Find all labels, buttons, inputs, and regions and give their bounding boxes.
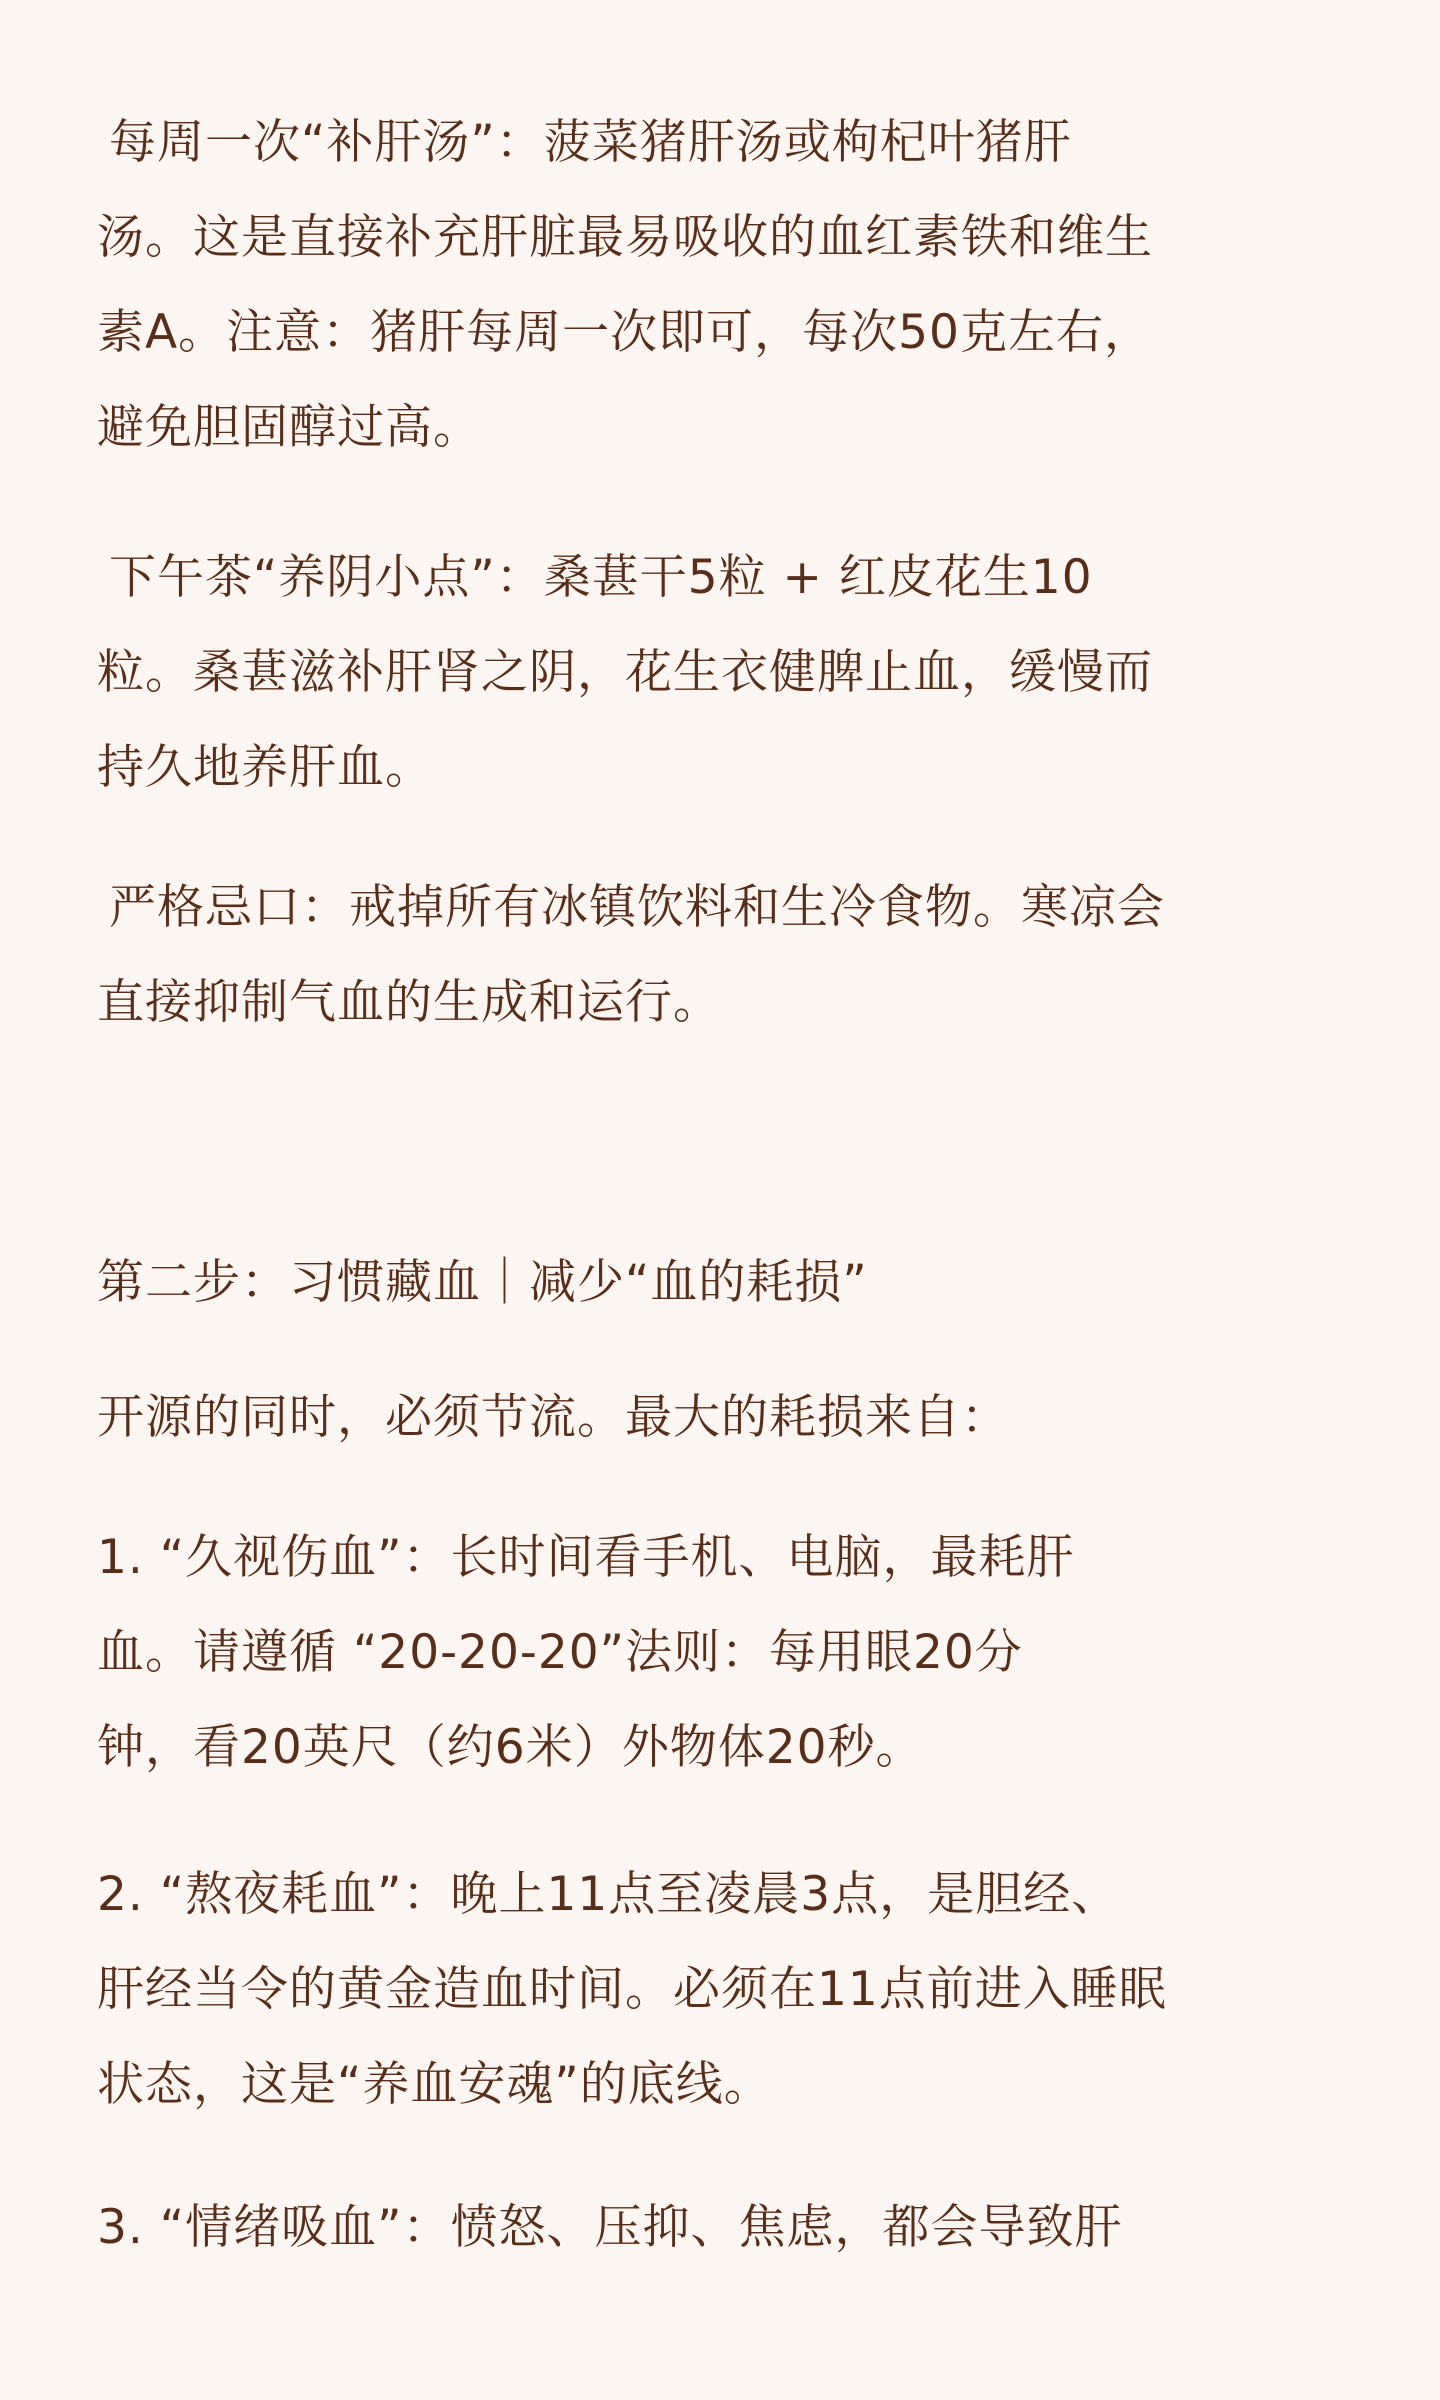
text-line: 素A。注意：猪肝每周一次即可，每次50克左右， bbox=[97, 305, 1152, 360]
section-heading-text: 第二步：习惯藏血｜减少“血的耗损” bbox=[97, 1255, 868, 1310]
text-line: 血。请遵循 “20-20-20”法则：每用眼20分 bbox=[97, 1625, 1023, 1680]
list-item bbox=[97, 1510, 1347, 1795]
text-line: 开源的同时，必须节流。最大的耗损来自： bbox=[97, 1390, 1009, 1445]
text-line: 粒。桑葚滋补肝肾之阴，花生衣健脾止血，缓慢而 bbox=[97, 645, 1153, 700]
afternoon-tea-paragraph bbox=[97, 530, 1359, 815]
avoid-cold-paragraph bbox=[97, 860, 1359, 1050]
text-line: 持久地养肝血。 bbox=[97, 740, 433, 795]
text-line: 汤。这是直接补充肝脏最易吸收的血红素铁和维生 bbox=[97, 210, 1153, 265]
text-line: 直接抑制气血的生成和运行。 bbox=[97, 975, 721, 1030]
text-line: 肝经当令的黄金造血时间。必须在11点前进入睡眠 bbox=[97, 1962, 1167, 2017]
text-line: 严格忌口：戒掉所有冰镇饮料和生冷食物。寒凉会 bbox=[109, 880, 1165, 935]
list-item bbox=[97, 1847, 1347, 2132]
list-item bbox=[97, 2180, 1347, 2275]
section-heading bbox=[97, 1235, 1347, 1330]
text-line: 3. “情绪吸血”：愤怒、压抑、焦虑，都会导致肝 bbox=[97, 2200, 1123, 2255]
text-line: 避免胆固醇过高。 bbox=[97, 400, 481, 455]
text-line: 1. “久视伤血”：长时间看手机、电脑，最耗肝 bbox=[97, 1530, 1075, 1585]
text-line: 状态，这是“养血安魂”的底线。 bbox=[97, 2057, 772, 2112]
liver-soup-paragraph bbox=[97, 95, 1359, 475]
text-line: 2. “熬夜耗血”：晚上11点至凌晨3点，是胆经、 bbox=[97, 1867, 1120, 1922]
intro-paragraph bbox=[97, 1370, 1347, 1465]
text-line: 下午茶“养阴小点”：桑葚干5粒 + 红皮花生10 bbox=[109, 550, 1093, 605]
text-line: 每周一次“补肝汤”：菠菜猪肝汤或枸杞叶猪肝 bbox=[109, 115, 1072, 170]
text-line: 钟，看20英尺（约6米）外物体20秒。 bbox=[97, 1720, 924, 1775]
